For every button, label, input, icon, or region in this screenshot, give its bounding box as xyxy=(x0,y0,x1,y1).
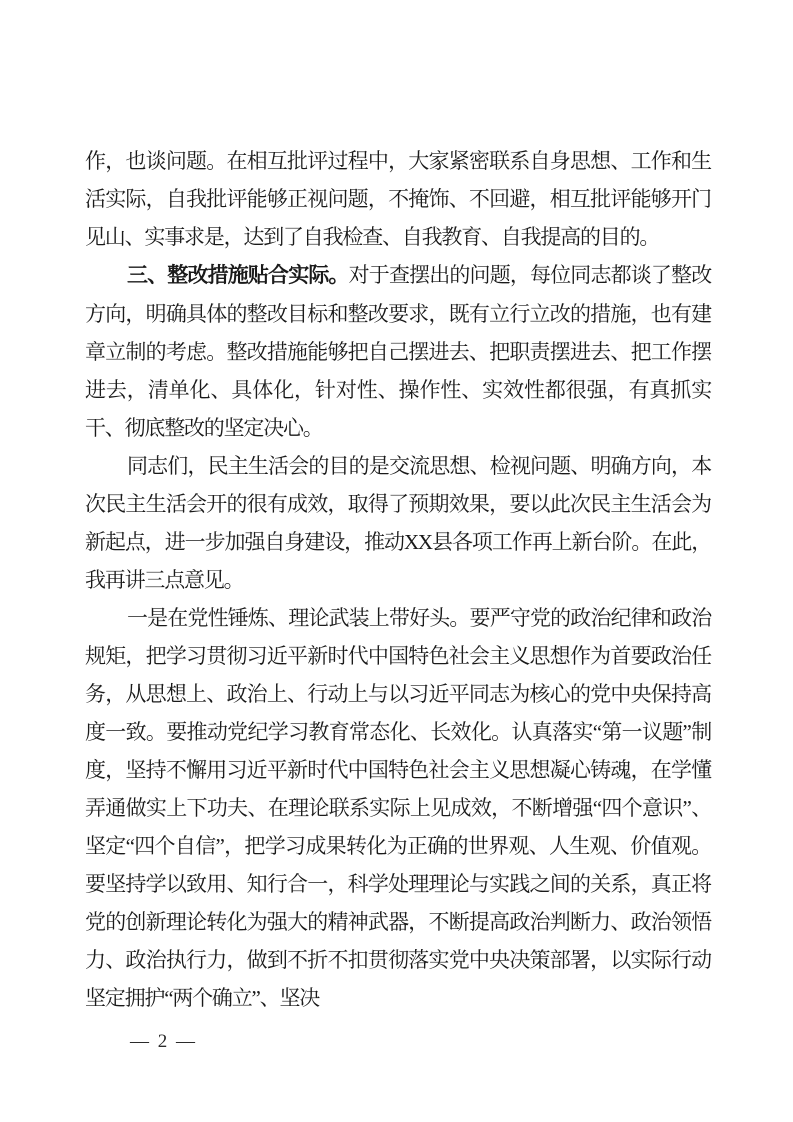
page-footer xyxy=(130,1030,197,1054)
paragraph: 一是在党性锤炼、理论武装上带好头。要严守党的政治纪律和政治规矩，把学习贯彻习近平新时代中国特色社会主义思想作为首要政治任务，从思想上、政治上、行动上与以习近平同志为核心的党中央保持高度一致。要推动党纪学习教育常态化、长效化。认真落实“第一议题”制度，坚持不懈用习近平新时代中国特色社会主义思想凝心铸魂，在学懂弄通做实上下功夫、在理论联系实际上见成效，不断增强“四个意识”、坚定“四个自信”，把学习成果转化为正确的世界观、人生观、价值观。要坚持学以致用、知行合一，科学处理理论与实践之间的关系，真正将党的创新理论转化为强大的精神武器，不断提高政治判断力、政治领悟力、政治执行力，做到不折不扣贯彻落实党中央决策部署，以实际行动坚定拥护“两个确立”、坚决 xyxy=(85,606,711,1010)
page-number: — 2 — xyxy=(130,1031,197,1052)
paragraph: 同志们，民主生活会的目的是交流思想、检视问题、明确方向，本次民主生活会开的很有成效，取得了预期效果，要以此次民主生活会为新起点，进一步加强自身建设，推动XX县各项工作再上新台阶。在此，我再讲三点意见。 xyxy=(85,454,711,592)
document-body xyxy=(85,142,711,1017)
paragraph-lead: 三、整改措施贴合实际。 xyxy=(127,264,349,287)
paragraph: 作，也谈问题。在相互批评过程中，大家紧密联系自身思想、工作和生活实际，自我批评能够正视问题，不掩饰、不回避，相互批评能够开门见山、实事求是，达到了自我检查、自我教育、自我提高的目的。 xyxy=(85,149,711,249)
paragraph: 三、整改措施贴合实际。对于查摆出的问题，每位同志都谈了整改方向，明确具体的整改目标和整改要求，既有立行立改的措施，也有建章立制的考虑。整改措施能够把自己摆进去、把职责摆进去、把工作摆进去，清单化、具体化，针对性、操作性、实效性都很强，有真抓实干、彻底整改的坚定决心。 xyxy=(85,263,711,440)
